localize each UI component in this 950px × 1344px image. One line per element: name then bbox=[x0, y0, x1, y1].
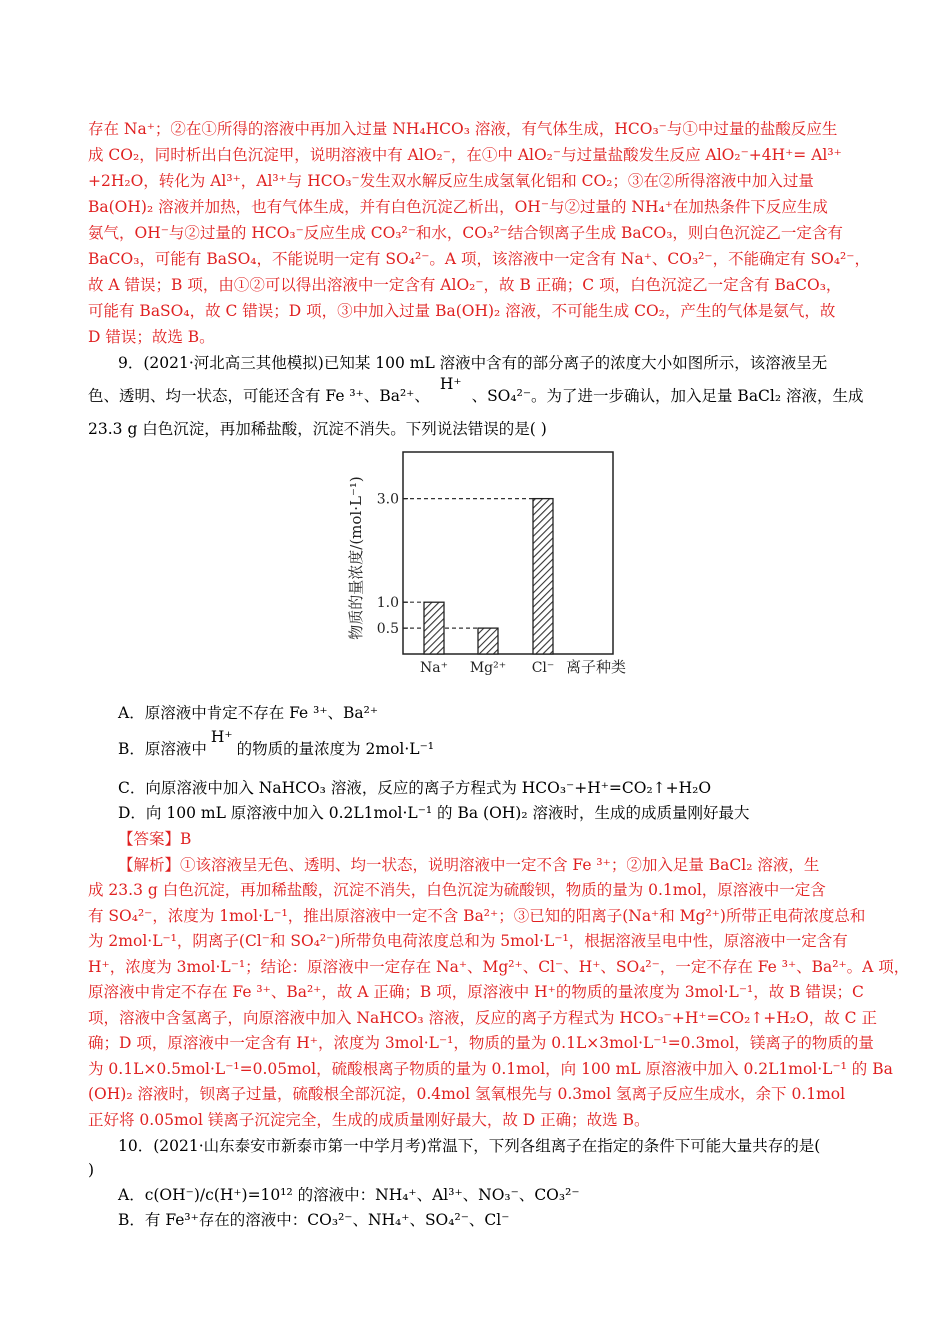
q10-option-b: B．有 Fe³⁺存在的溶液中：CO₃²⁻、NH₄⁺、SO₄²⁻、Cl⁻ bbox=[118, 1211, 510, 1229]
q9-h-ion: H⁺ bbox=[439, 375, 462, 393]
chart-bar-1 bbox=[424, 602, 444, 654]
prev-analysis-line-6: BaCO₃，可能有 BaSO₄，不能说明一定有 SO₄²⁻。A 项，该溶液中一定含有 Na⁺、CO₃²⁻，不能确定有 SO₄²⁻， bbox=[88, 250, 870, 268]
q9-option-b-h-ion: H⁺ bbox=[210, 728, 233, 746]
q9-option-b-prefix: B．原溶液中 bbox=[118, 740, 207, 758]
q9-stem-line-1: 9．(2021·河北高三其他模拟)已知某 100 mL 溶液中含有的部分离子的浓度大小如图所示，该溶液呈无 bbox=[118, 354, 828, 372]
prev-analysis-line-2: 成 CO₂，同时析出白色沉淀甲，说明溶液中有 AlO₂⁻，在①中 AlO₂⁻与过量盐酸发生反应 AlO₂⁻+4H⁺= Al³⁺ bbox=[88, 146, 842, 164]
q9-option-c: C．向原溶液中加入 NaHCO₃ 溶液，反应的离子方程式为 HCO₃⁻+H⁺=CO₂↑+H₂O bbox=[118, 779, 712, 797]
chart-y-tick-label: 3.0 bbox=[376, 491, 399, 508]
chart-y-tick-label: 0.5 bbox=[376, 621, 399, 638]
chart-bar-2 bbox=[478, 628, 498, 654]
q9-analysis-line-9: 为 0.1L×0.5mol·L⁻¹=0.05mol，硫酸根离子物质的量为 0.1mol，向 100 mL 原溶液中加入 0.2L1mol·L⁻¹ 的 Ba bbox=[88, 1060, 893, 1078]
q9-stem-line-2b: 、SO₄²⁻。为了进一步确认，加入足量 BaCl₂ 溶液，生成 bbox=[471, 387, 864, 405]
prev-analysis-line-7: 故 A 错误；B 项，由①②可以得出溶液中一定含有 AlO₂⁻，故 B 正确；C 项，白色沉淀乙一定含有 BaCO₃， bbox=[88, 276, 842, 294]
q10-option-a: A．c(OH⁻)/c(H⁺)=10¹² 的溶液中：NH₄⁺、Al³⁺、NO₃⁻、CO₃²⁻ bbox=[118, 1186, 580, 1204]
chart-y-axis-label: 物质的量浓度/(mol·L⁻¹) bbox=[347, 476, 365, 640]
q10-stem-line-2: ) bbox=[88, 1161, 95, 1179]
q9-option-b-suffix: 的物质的量浓度为 2mol·L⁻¹ bbox=[236, 740, 435, 758]
q10-stem-line-1: 10．(2021·山东泰安市新泰市第一中学月考)常温下，下列各组离子在指定的条件下可能大量共存的是( bbox=[118, 1137, 821, 1155]
q9-analysis-line-5: H⁺，浓度为 3mol·L⁻¹；结论：原溶液中一定存在 Na⁺、Mg²⁺、Cl⁻、H⁺、SO₄²⁻，一定不存在 Fe ³⁺、Ba²⁺。A 项， bbox=[88, 958, 910, 976]
q9-option-b bbox=[118, 728, 435, 759]
chart-x-tick-label: Mg²⁺ bbox=[469, 660, 507, 676]
q9-analysis-line-3: 有 SO₄²⁻，浓度为 1mol·L⁻¹，推出原溶液中一定不含 Ba²⁺；③已知的阳离子(Na⁺和 Mg²⁺)所带正电荷浓度总和 bbox=[88, 907, 866, 925]
q9-analysis-line-7: 项，溶液中含氢离子，向原溶液中加入 NaHCO₃ 溶液，反应的离子方程式为 HCO₃⁻+H⁺=CO₂↑+H₂O，故 C 正 bbox=[88, 1009, 877, 1027]
prev-analysis-line-5: 氨气，OH⁻与②过量的 HCO₃⁻反应生成 CO₃²⁻和水，CO₃²⁻结合钡离子生成 BaCO₃，则白色沉淀乙一定含有 bbox=[88, 224, 843, 242]
q9-option-a: A．原溶液中肯定不存在 Fe ³⁺、Ba²⁺ bbox=[118, 704, 379, 722]
q9-analysis-line-6: 原溶液中肯定不存在 Fe ³⁺、Ba²⁺，故 A 正确；B 项，原溶液中 H⁺的物质的量浓度为 3mol·L⁻¹，故 B 错误；C bbox=[88, 983, 864, 1001]
chart-x-axis-label: 离子种类 bbox=[565, 658, 627, 676]
prev-analysis-line-4: Ba(OH)₂ 溶液并加热，也有气体生成，并有白色沉淀乙析出，OH⁻与②过量的 NH₄⁺在加热条件下反应生成 bbox=[88, 198, 828, 216]
chart-x-tick-label: Na⁺ bbox=[420, 660, 448, 676]
q9-analysis-line-1: 【解析】①该溶液呈无色、透明、均一状态，说明溶液中一定不含 Fe ³⁺；②加入足量 BaCl₂ 溶液，生 bbox=[118, 856, 820, 874]
q9-answer: 【答案】B bbox=[118, 830, 192, 848]
prev-analysis-line-3: +2H₂O，转化为 Al³⁺，Al³⁺与 HCO₃⁻发生双水解反应生成氢氧化铝和 CO₂；③在②所得溶液中加入过量 bbox=[88, 172, 814, 190]
q9-analysis-line-11: 正好将 0.05mol 镁离子沉淀完全，生成的成质量刚好最大，故 D 正确；故选 B。 bbox=[88, 1111, 650, 1129]
q9-analysis-line-8: 确；D 项，原溶液中一定含有 H⁺，浓度为 3mol·L⁻¹，物质的量为 0.1L×3mol·L⁻¹=0.3mol，镁离子的物质的量 bbox=[88, 1034, 874, 1052]
q9-option-d: D．向 100 mL 原溶液中加入 0.2L1mol·L⁻¹ 的 Ba (OH)₂ 溶液时，生成的成质量刚好最大 bbox=[118, 804, 750, 822]
q9-stem-line-2a: 色、透明、均一状态，可能还含有 Fe ³⁺、Ba²⁺、 bbox=[88, 387, 430, 405]
chart-x-tick-label: Cl⁻ bbox=[531, 660, 555, 676]
q9-stem-line-2 bbox=[88, 375, 864, 406]
chart-y-tick-label: 1.0 bbox=[376, 595, 399, 612]
q9-analysis-line-2: 成 23.3 g 白色沉淀，再加稀盐酸，沉淀不消失，白色沉淀为硫酸钡，物质的量为 0.1mol，原溶液中一定含 bbox=[88, 881, 826, 899]
q9-stem-line-3: 23.3 g 白色沉淀，再加稀盐酸，沉淀不消失。下列说法错误的是( ) bbox=[88, 420, 547, 438]
q9-analysis-line-10: (OH)₂ 溶液时，钡离子过量，硫酸根全部沉淀，0.4mol 氢氧根先与 0.3mol 氢离子反应生成水，余下 0.1mol bbox=[88, 1085, 846, 1103]
prev-analysis-line-1: 存在 Na⁺；②在①所得的溶液中再加入过量 NH₄HCO₃ 溶液，有气体生成，HCO₃⁻与①中过量的盐酸反应生 bbox=[88, 120, 838, 138]
chart-bar-3 bbox=[533, 499, 553, 654]
ion-concentration-chart bbox=[345, 448, 645, 680]
prev-analysis-line-9: D 错误；故选 B。 bbox=[88, 328, 215, 346]
prev-analysis-line-8: 可能有 BaSO₄，故 C 错误；D 项，③中加入过量 Ba(OH)₂ 溶液，不可能生成 CO₂，产生的气体是氨气，故 bbox=[88, 302, 836, 320]
q9-analysis-line-4: 为 2mol·L⁻¹，阴离子(Cl⁻和 SO₄²⁻)所带负电荷浓度总和为 5mol·L⁻¹，根据溶液呈电中性，原溶液中一定含有 bbox=[88, 932, 848, 950]
